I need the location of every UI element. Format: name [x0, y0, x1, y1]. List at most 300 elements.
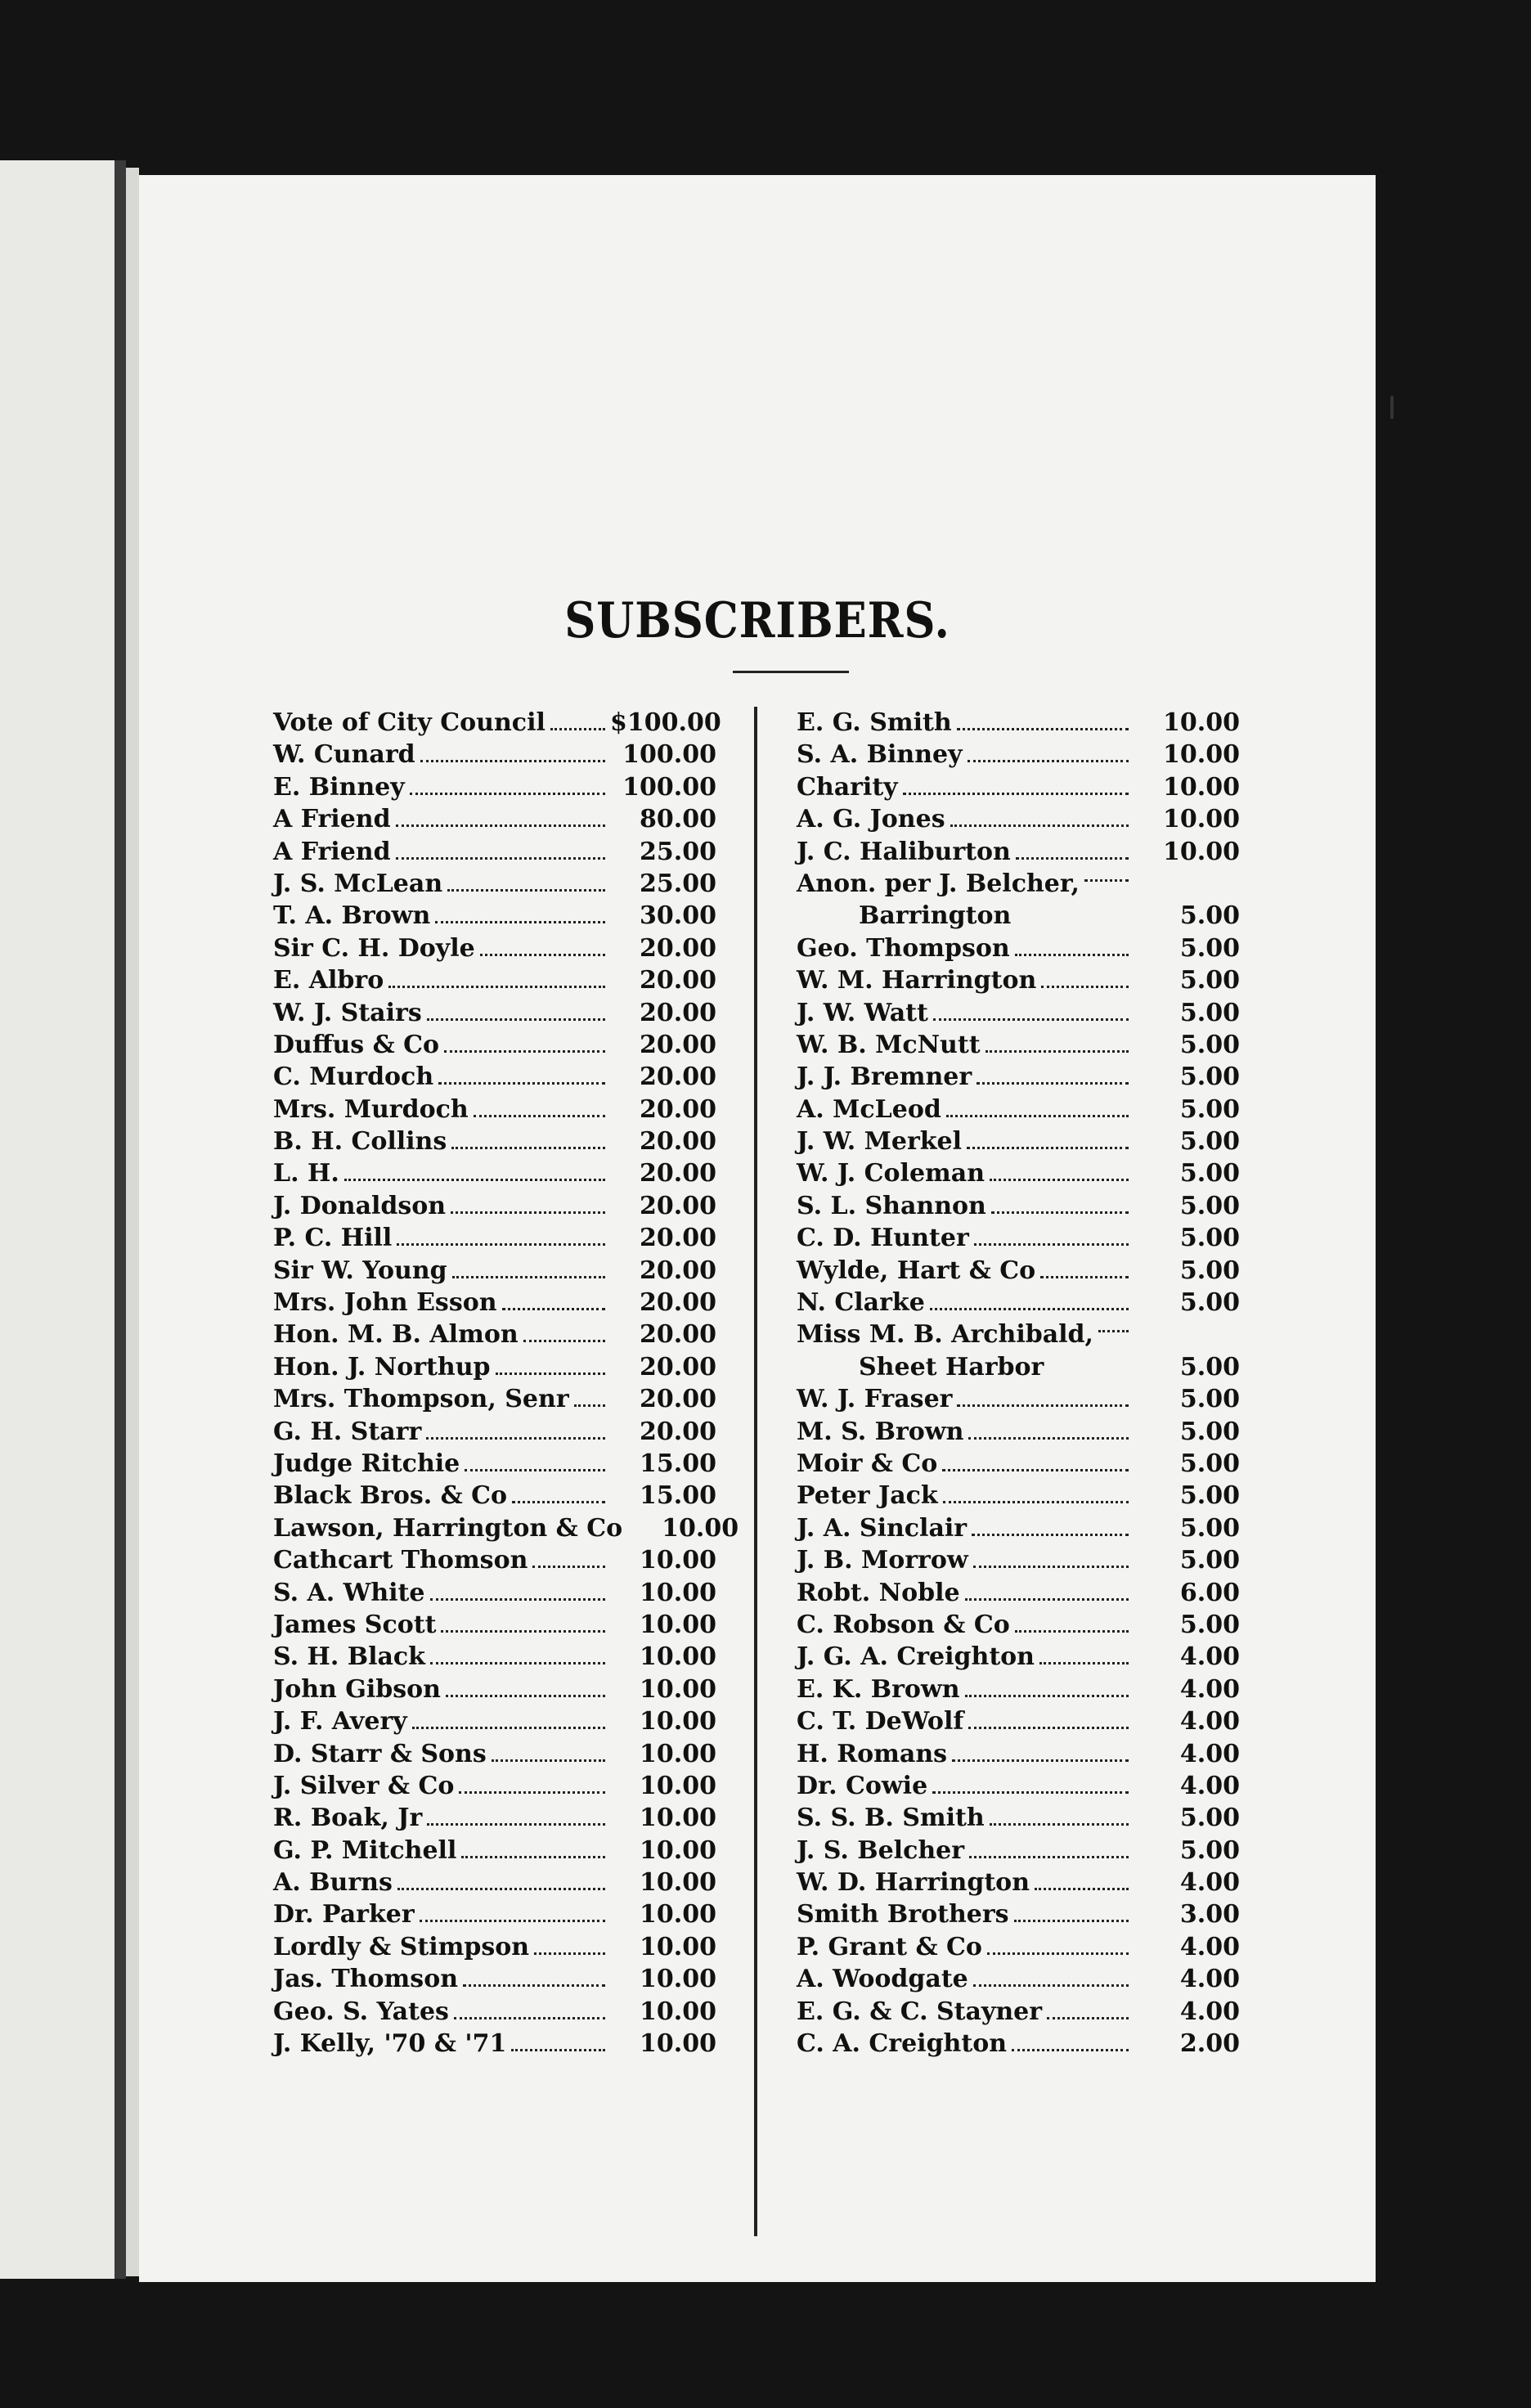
subscriber-name	[797, 1898, 1009, 1930]
dot-leader	[990, 1812, 1129, 1826]
subscriber-name	[797, 997, 928, 1029]
subscription-amount: 10.00	[1163, 772, 1240, 802]
subscriber-entry	[273, 1802, 716, 1834]
subscription-amount: 10.00	[640, 2029, 716, 2059]
dot-leader	[397, 1232, 605, 1246]
dot-leader	[502, 1296, 605, 1310]
subscriber-name-line: Peter Jack	[797, 1481, 938, 1511]
subscriber-entry	[797, 1125, 1240, 1157]
subscriber-entry	[273, 1125, 716, 1157]
subscriber-name-line: James Scott	[273, 1610, 437, 1639]
subscriber-entry	[797, 1835, 1240, 1867]
subscriber-name	[273, 1190, 446, 1222]
subscriber-name-line: W. J. Coleman	[797, 1159, 985, 1188]
subscriber-entry	[797, 1448, 1240, 1480]
subscription-amount: 5.00	[1179, 1159, 1240, 1188]
subscriber-entry	[273, 1673, 716, 1705]
subscription-amount: 20.00	[640, 1191, 716, 1220]
subscriber-entry	[797, 803, 1240, 835]
dot-leader	[532, 1554, 605, 1568]
subscriber-name-line: Miss M. B. Archibald,	[797, 1320, 1093, 1350]
subscriber-name-line: G. H. Starr	[273, 1417, 422, 1446]
subscription-amount: 10.00	[640, 1868, 716, 1898]
subscriber-name	[273, 1867, 393, 1898]
subscription-amount: 20.00	[640, 1224, 716, 1253]
subscriber-entry	[797, 1094, 1240, 1125]
subscriber-name	[273, 1577, 425, 1609]
dot-leader	[534, 1941, 605, 1955]
subscriber-name-line: G. P. Mitchell	[273, 1835, 457, 1865]
dot-leader	[965, 1587, 1129, 1601]
subscription-amount: 5.00	[1179, 998, 1240, 1027]
subscriber-entry	[273, 1963, 716, 1995]
subscriber-entry	[273, 1931, 716, 1963]
subscriber-entry	[273, 803, 716, 835]
subscriber-entry	[273, 1867, 716, 1898]
subscriber-name-line: Mrs. Thompson, Senr	[273, 1385, 569, 1414]
subscriber-name-line: B. H. Collins	[273, 1127, 447, 1157]
subscription-amount: 5.00	[1179, 1804, 1240, 1833]
subscriber-name-line: Mrs. John Esson	[273, 1288, 497, 1318]
dot-leader	[957, 717, 1129, 730]
subscriber-entry	[273, 1480, 716, 1512]
subscriber-entry	[797, 1577, 1240, 1609]
dot-leader	[973, 1554, 1129, 1568]
subscriber-name-line: Sir W. Young	[273, 1256, 447, 1285]
dot-leader	[435, 910, 605, 923]
subscriber-name-line: Geo. S. Yates	[273, 1997, 449, 2026]
subscription-amount: 20.00	[640, 1062, 716, 1092]
subscriber-name-line: W. J. Stairs	[273, 998, 422, 1027]
subscriber-name-line: Jas. Thomson	[273, 1965, 459, 1994]
subscriber-name-line: C. Robson & Co	[797, 1610, 1010, 1639]
subscriber-name-line: W. D. Harrington	[797, 1868, 1030, 1898]
subscriber-list-left	[273, 707, 739, 2060]
subscriber-name-line: Duffus & Co	[273, 1030, 440, 1059]
dot-leader	[396, 846, 605, 860]
dot-leader	[974, 1232, 1129, 1246]
subscriber-name	[273, 1125, 447, 1157]
subscriber-entry	[797, 1931, 1240, 1963]
dot-leader	[1014, 1908, 1129, 1922]
page-edge	[126, 168, 139, 2276]
subscriber-name-line: A Friend	[273, 805, 391, 834]
subscriber-name-line: Hon. J. Northup	[273, 1352, 491, 1381]
subscriber-name-line: Robt. Noble	[797, 1578, 960, 1607]
subscriber-name-line: Dr. Cowie	[797, 1771, 928, 1800]
subscriber-name	[797, 1125, 962, 1157]
dot-leader	[972, 1522, 1129, 1536]
subscription-amount: 4.00	[1179, 1965, 1240, 1994]
subscription-amount: 25.00	[640, 837, 716, 866]
subscription-amount: 5.00	[1179, 1417, 1240, 1446]
subscriber-entry	[797, 1512, 1240, 1544]
dot-leader	[388, 974, 605, 988]
subscriber-entry	[797, 1996, 1240, 2028]
subscriber-name	[273, 1383, 569, 1415]
subscriber-name	[273, 2028, 506, 2060]
subscriber-entry	[273, 771, 716, 803]
subscriber-name	[273, 1157, 339, 1189]
subscriber-entry	[797, 1770, 1240, 1802]
subscriber-name	[797, 1383, 952, 1415]
subscriber-entry	[797, 836, 1240, 868]
subscriber-name-line: N. Clarke	[797, 1288, 925, 1318]
subscriber-name-line: S. L. Shannon	[797, 1191, 986, 1220]
subscription-amount: 6.00	[1179, 1578, 1240, 1607]
subscriber-entry	[797, 1029, 1240, 1061]
subscriber-name	[273, 803, 391, 835]
subscriber-name-line: A. Woodgate	[797, 1965, 968, 1994]
dot-leader	[930, 1296, 1129, 1310]
dot-leader	[427, 1007, 605, 1021]
subscriber-entry	[797, 2028, 1240, 2060]
subscriber-name	[273, 1738, 487, 1770]
subscription-amount: 10.00	[640, 1965, 716, 1994]
subscription-amount: 3.00	[1179, 1900, 1240, 1930]
dot-leader	[946, 1103, 1129, 1117]
dot-leader	[1047, 2006, 1129, 2019]
subscriber-entry	[273, 836, 716, 868]
subscriber-name	[797, 2028, 1007, 2060]
subscriber-name-line: W. J. Fraser	[797, 1385, 953, 1414]
subscriber-name	[797, 932, 1010, 964]
subscriber-name-line: Geo. Thompson	[797, 933, 1010, 963]
subscription-amount: 20.00	[640, 1127, 716, 1157]
subscriber-name-line: E. Albro	[273, 966, 384, 995]
subscriber-name-line: P. Grant & Co	[797, 1932, 982, 1961]
dot-leader	[480, 942, 605, 956]
subscription-amount: 10.00	[640, 1835, 716, 1865]
subscriber-entry	[273, 1029, 716, 1061]
subscription-amount: 5.00	[1179, 1062, 1240, 1092]
subscriber-entry	[797, 1641, 1240, 1673]
subscription-amount: 5.00	[1179, 1127, 1240, 1157]
subscriber-entry	[797, 964, 1240, 996]
subscriber-entry	[273, 1898, 716, 1930]
subscription-amount: 5.00	[1179, 1513, 1240, 1543]
subscriber-entry	[797, 868, 1240, 932]
dot-leader	[447, 878, 605, 892]
subscriber-entry	[273, 1835, 716, 1867]
subscriber-entry	[797, 739, 1240, 770]
subscriber-entry	[273, 1383, 716, 1415]
dot-leader	[427, 1812, 605, 1826]
subscription-amount: 20.00	[640, 966, 716, 995]
subscriber-name-line: Anon. per J. Belcher,	[797, 869, 1080, 898]
subscriber-name	[797, 836, 1011, 868]
subscriber-name	[797, 1577, 960, 1609]
dot-leader	[474, 1103, 605, 1117]
subscriber-name	[273, 964, 384, 996]
subscription-amount: 20.00	[640, 1094, 716, 1124]
subscription-amount: 20.00	[640, 1256, 716, 1285]
subscriber-name	[273, 1641, 425, 1673]
subscriber-name	[797, 1738, 947, 1770]
subscriber-name	[273, 1319, 519, 1350]
subscriber-entry	[273, 1448, 716, 1480]
dot-leader	[968, 748, 1129, 762]
dot-leader	[1016, 846, 1129, 860]
subscription-amount: 80.00	[640, 805, 716, 834]
subscription-amount: 10.00	[640, 1997, 716, 2026]
dot-leader	[967, 1135, 1129, 1149]
dot-leader	[465, 1458, 605, 1471]
dot-leader	[454, 2006, 605, 2019]
subscriber-name-line: E. Binney	[273, 772, 405, 802]
document-page	[139, 175, 1376, 2282]
subscriber-name	[273, 707, 546, 739]
subscriber-name-line: T. A. Brown	[273, 901, 431, 931]
subscriber-name	[797, 1287, 925, 1319]
subscription-amount: 10.00	[640, 1900, 716, 1930]
subscriber-name	[797, 1061, 972, 1093]
subscriber-name	[273, 1351, 491, 1383]
subscriber-name	[273, 1609, 436, 1641]
subscription-amount: 10.00	[640, 1771, 716, 1800]
subscriber-entry	[797, 1480, 1240, 1512]
dot-leader	[574, 1393, 605, 1407]
subscriber-entry	[797, 1738, 1240, 1770]
subscriber-name-line: Dr. Parker	[273, 1900, 415, 1930]
dot-leader	[412, 1715, 605, 1729]
dot-leader	[426, 1426, 605, 1440]
corner-mark	[1390, 396, 1394, 419]
dot-leader	[1084, 868, 1129, 882]
dot-leader	[968, 1715, 1129, 1729]
subscriber-name-line: J. J. Bremner	[797, 1062, 972, 1092]
subscriber-entry	[273, 964, 716, 996]
subscription-amount: 20.00	[640, 1352, 716, 1381]
subscriber-name-line: E. G. Smith	[797, 708, 952, 737]
dot-leader	[396, 813, 605, 827]
subscriber-name	[797, 1255, 1035, 1287]
dot-leader	[1098, 1319, 1129, 1332]
subscriber-name	[797, 1609, 1010, 1641]
subscriber-entry	[273, 1351, 716, 1383]
subscription-amount: 20.00	[640, 1030, 716, 1059]
subscription-amount: 100.00	[622, 772, 716, 802]
subscriber-entry	[273, 1770, 716, 1802]
subscriber-entry	[273, 1416, 716, 1448]
subscription-amount: 5.00	[1179, 1610, 1240, 1639]
subscriber-name-line: H. Romans	[797, 1739, 948, 1768]
subscriber-name-line: A. Burns	[273, 1868, 393, 1898]
subscription-amount: 15.00	[640, 1449, 716, 1478]
dot-leader	[511, 2037, 605, 2051]
dot-leader	[1039, 1651, 1129, 1664]
subscriber-name-line: E. K. Brown	[797, 1674, 960, 1704]
subscriber-name	[797, 1996, 1042, 2028]
subscriber-name	[273, 1222, 392, 1254]
subscriber-name-line: Charity	[797, 772, 898, 802]
subscriber-name-continuation: Barrington	[859, 901, 1012, 931]
subscriber-entry	[273, 2028, 716, 2060]
subscriber-name	[797, 1705, 963, 1737]
subscriber-name-line: J. Silver & Co	[273, 1771, 455, 1800]
subscriber-name-line: W. M. Harrington	[797, 966, 1037, 995]
subscriber-entry	[273, 932, 716, 964]
dot-leader	[1012, 2037, 1129, 2051]
dot-leader	[973, 1973, 1129, 1987]
subscriber-name	[797, 1319, 1093, 1383]
subscriber-name	[273, 1512, 622, 1544]
subscriber-entry	[273, 1641, 716, 1673]
subscription-amount: 20.00	[640, 1417, 716, 1446]
subscriber-name-line: L. H.	[273, 1159, 339, 1188]
dot-leader	[965, 1683, 1129, 1697]
subscriber-name	[797, 1544, 968, 1576]
subscription-amount: 15.00	[640, 1481, 716, 1511]
subscription-amount: 10.00	[640, 1674, 716, 1704]
subscription-amount: 20.00	[640, 933, 716, 963]
subscriber-name	[797, 1802, 985, 1834]
subscriber-name	[797, 1835, 964, 1867]
subscriber-entry	[797, 771, 1240, 803]
title-underline	[733, 671, 849, 673]
subscription-amount: 5.00	[1179, 1224, 1240, 1253]
dot-leader	[942, 1458, 1129, 1471]
subscriber-entry	[797, 1609, 1240, 1641]
subscription-amount: 10.00	[640, 1804, 716, 1833]
subscriber-entry	[797, 997, 1240, 1029]
subscription-amount: 5.00	[1179, 1191, 1240, 1220]
subscriber-name-line: Vote of City Council	[273, 708, 546, 737]
dot-leader	[451, 1135, 605, 1149]
subscriber-name-line: C. A. Creighton	[797, 2029, 1008, 2059]
subscriber-name	[797, 964, 1036, 996]
subscriber-list-right	[797, 707, 1240, 2060]
subscription-amount: 4.00	[1179, 1642, 1240, 1672]
subscriber-name-line: Black Bros. & Co	[273, 1481, 508, 1511]
subscription-amount: 10.00	[640, 1546, 716, 1575]
subscriber-name	[797, 1931, 982, 1963]
subscriber-name	[273, 1544, 528, 1576]
subscriber-name	[273, 997, 422, 1029]
subscriber-name-line: A. McLeod	[797, 1094, 941, 1124]
subscriber-entry	[273, 1609, 716, 1641]
subscription-amount: $100.00	[610, 708, 721, 737]
subscriber-entry	[797, 1255, 1240, 1287]
subscriber-name	[797, 1190, 986, 1222]
subscription-amount: 5.00	[1179, 1481, 1240, 1511]
dot-leader	[1040, 1265, 1129, 1278]
subscriber-entry	[273, 997, 716, 1029]
subscriber-name	[273, 1963, 458, 1995]
subscriber-name	[273, 1255, 447, 1287]
subscriber-name-line: M. S. Brown	[797, 1417, 964, 1446]
subscriber-name-line: A Friend	[273, 837, 391, 866]
subscriber-entry	[273, 1996, 716, 2028]
dot-leader	[452, 1265, 605, 1278]
subscriber-entry	[273, 1061, 716, 1093]
dot-leader	[420, 748, 605, 762]
subscriber-entry	[273, 1157, 716, 1189]
subscriber-name	[797, 1222, 969, 1254]
subscriber-name-line: J. A. Sinclair	[797, 1513, 968, 1543]
subscriber-entry	[797, 1319, 1240, 1383]
dot-leader	[550, 717, 605, 730]
subscription-amount: 10.00	[640, 1578, 716, 1607]
subscriber-name-line: C. T. DeWolf	[797, 1707, 964, 1736]
subscription-amount: 5.00	[1179, 1288, 1240, 1318]
dot-leader	[977, 1071, 1129, 1085]
subscriber-name	[797, 1641, 1035, 1673]
subscriber-name	[273, 1770, 454, 1802]
subscriber-name	[273, 1705, 407, 1737]
subscriber-name	[797, 707, 952, 739]
subscriber-name-line: S. H. Black	[273, 1642, 425, 1672]
subscriber-entry	[273, 1094, 716, 1125]
subscriber-name-line: D. Starr & Sons	[273, 1739, 487, 1768]
subscriber-name-line: E. G. & C. Stayner	[797, 1997, 1043, 2026]
subscription-amount: 10.00	[1163, 708, 1240, 737]
dot-leader	[444, 1039, 605, 1053]
subscriber-entry	[797, 707, 1240, 739]
dot-leader	[943, 1489, 1129, 1503]
subscriber-name	[273, 1061, 433, 1093]
subscription-amount: 5.00	[1179, 1352, 1240, 1381]
dot-leader	[1035, 1876, 1129, 1890]
subscriber-name-line: W. B. McNutt	[797, 1030, 981, 1059]
subscription-amount: 10.00	[662, 1513, 739, 1543]
subscriber-entry	[273, 900, 716, 932]
subscription-amount: 20.00	[640, 1320, 716, 1350]
subscriber-name	[797, 1480, 938, 1512]
subscriber-entry	[797, 1673, 1240, 1705]
subscription-amount: 10.00	[640, 1739, 716, 1768]
subscription-amount: 4.00	[1179, 1868, 1240, 1898]
subscriber-name	[273, 900, 430, 932]
subscription-amount: 5.00	[1179, 1546, 1240, 1575]
subscription-amount: 5.00	[1179, 1835, 1240, 1865]
subscription-amount: 5.00	[1179, 1449, 1240, 1479]
subscriber-entry	[273, 1738, 716, 1770]
subscriber-entry	[797, 1802, 1240, 1834]
subscriber-name-line: Sir C. H. Doyle	[273, 933, 475, 963]
subscriber-entry	[273, 1190, 716, 1222]
dot-leader	[344, 1167, 605, 1181]
subscriber-entry	[273, 707, 721, 739]
subscriber-name-line: John Gibson	[273, 1674, 441, 1704]
subscriber-name	[273, 1898, 415, 1930]
subscriber-name	[273, 868, 442, 900]
subscription-amount: 20.00	[640, 1385, 716, 1414]
subscriber-name	[273, 1029, 439, 1061]
subscription-amount: 5.00	[1179, 1256, 1240, 1285]
subscriber-name-line: J. S. Belcher	[797, 1835, 965, 1865]
subscriber-name-line: J. G. A. Creighton	[797, 1642, 1035, 1672]
subscription-amount: 10.00	[640, 1707, 716, 1736]
subscriber-name-line: Judge Ritchie	[273, 1449, 460, 1478]
subscriber-name	[797, 1770, 927, 1802]
subscriber-name-line: Moir & Co	[797, 1449, 938, 1479]
subscription-amount: 20.00	[640, 1159, 716, 1188]
subscriber-name	[797, 1867, 1030, 1898]
subscription-amount: 10.00	[640, 1610, 716, 1639]
subscriber-name	[273, 932, 475, 964]
subscriber-entry	[273, 1287, 716, 1319]
book-binding	[114, 160, 126, 2279]
subscriber-name	[797, 1673, 960, 1705]
dot-leader	[496, 1361, 605, 1375]
subscriber-entry	[797, 1383, 1240, 1415]
subscriber-name-line: J. C. Haliburton	[797, 837, 1011, 866]
dot-leader	[438, 1071, 605, 1085]
subscriber-name	[797, 803, 945, 835]
subscription-amount: 10.00	[1163, 837, 1240, 866]
subscription-amount: 4.00	[1179, 1707, 1240, 1736]
